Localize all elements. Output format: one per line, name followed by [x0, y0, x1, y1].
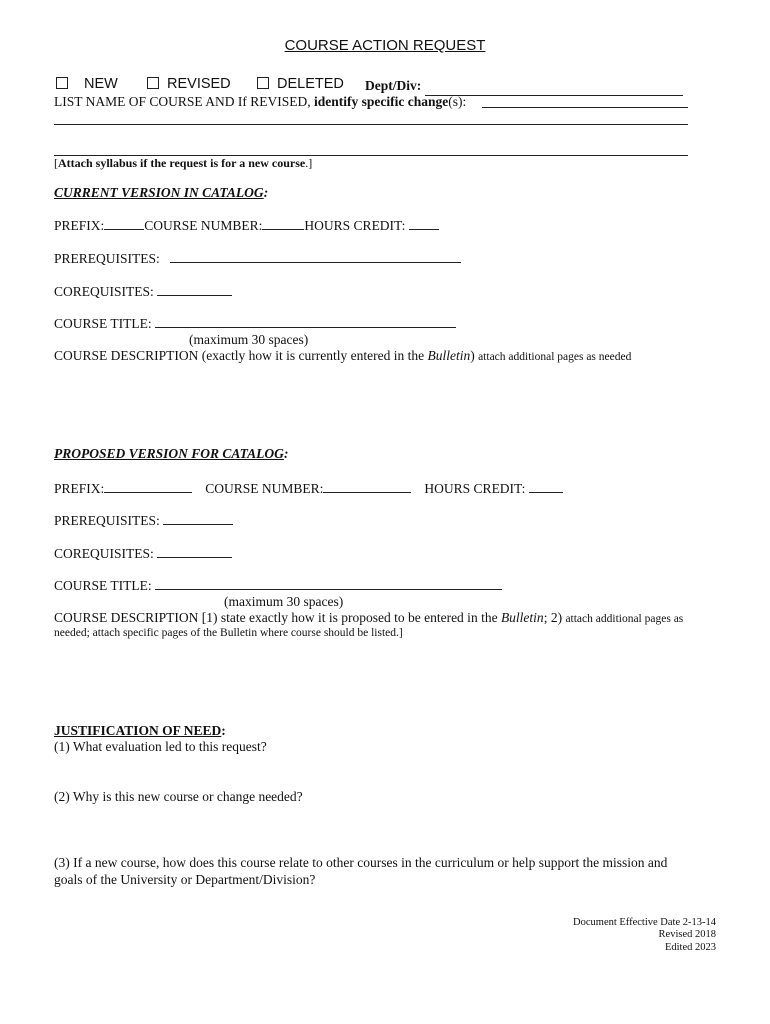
change-field[interactable] [482, 107, 688, 108]
attach-syllabus-note: [Attach syllabus if the request is for a new course.] [54, 156, 313, 170]
edited-date: Edited 2023 [664, 942, 716, 953]
proposed-prefix-label: PREFIX: [54, 481, 105, 496]
new-option[interactable] [56, 76, 118, 92]
revised-label: REVISED [167, 76, 231, 92]
current-prerequisites-field[interactable] [170, 250, 461, 263]
current-course-description-label: COURSE DESCRIPTION (exactly how it is currently entered in the Bulletin) attach additional pages as needed [54, 348, 632, 363]
proposed-hours-credit-label: HOURS CREDIT: [424, 481, 526, 496]
deleted-label: DELETED [277, 76, 344, 92]
current-prefix-label: PREFIX: [54, 218, 105, 233]
current-prerequisites-row [54, 250, 461, 267]
revised-checkbox[interactable] [147, 77, 159, 89]
proposed-prefix-row [54, 480, 563, 497]
proposed-corequisites-label: COREQUISITES: [54, 546, 154, 561]
proposed-max-spaces-note: (maximum 30 spaces) [224, 594, 344, 609]
proposed-course-number-field[interactable] [323, 480, 411, 493]
current-hours-credit-field[interactable] [409, 217, 439, 230]
current-corequisites-label: COREQUISITES: [54, 284, 154, 299]
proposed-course-description-label: COURSE DESCRIPTION [1) state exactly how it is proposed to be entered in the Bulletin; 2) attach additional pages as [54, 610, 684, 625]
proposed-course-number-label: COURSE NUMBER: [205, 481, 324, 496]
proposed-prefix-field[interactable] [104, 480, 192, 493]
justification-heading: JUSTIFICATION OF NEED: [54, 723, 226, 738]
new-checkbox[interactable] [56, 77, 68, 89]
current-prerequisites-label: PREREQUISITES: [54, 251, 160, 266]
proposed-hours-credit-field[interactable] [529, 480, 563, 493]
change-field-line-2[interactable] [54, 124, 688, 125]
proposed-course-title-field[interactable] [155, 577, 502, 590]
proposed-prerequisites-label: PREREQUISITES: [54, 513, 160, 528]
dept-div-label: Dept/Div: [365, 78, 422, 93]
current-course-number-field[interactable] [262, 217, 304, 230]
current-course-number-label: COURSE NUMBER: [144, 218, 263, 233]
request-type-row [56, 76, 118, 92]
revised-option[interactable] [147, 76, 231, 92]
deleted-option[interactable] [257, 76, 344, 92]
current-version-heading: CURRENT VERSION IN CATALOG: [54, 185, 269, 200]
justification-question-3: (3) If a new course, how does this course relate to other courses in the curriculum or help support the mission and [54, 855, 668, 870]
justification-question-2: (2) Why is this new course or change needed? [54, 789, 303, 804]
proposed-course-description-note: needed; attach specific pages of the Bulletin where course should be listed.] [54, 627, 403, 639]
current-corequisites-field[interactable] [157, 283, 232, 296]
revised-date: Revised 2018 [658, 929, 716, 940]
current-course-title-label: COURSE TITLE: [54, 316, 152, 331]
proposed-course-title-label: COURSE TITLE: [54, 578, 152, 593]
deleted-checkbox[interactable] [257, 77, 269, 89]
list-name-label: LIST NAME OF COURSE AND If REVISED, identify specific change(s): [54, 94, 467, 109]
proposed-corequisites-row [54, 545, 232, 562]
justification-question-1: (1) What evaluation led to this request? [54, 739, 267, 754]
page-title: COURSE ACTION REQUEST [284, 37, 486, 54]
current-course-title-field[interactable] [155, 315, 456, 328]
current-prefix-field[interactable] [104, 217, 144, 230]
current-max-spaces-note: (maximum 30 spaces) [189, 332, 309, 347]
current-corequisites-row [54, 283, 232, 300]
proposed-corequisites-field[interactable] [157, 545, 232, 558]
current-prefix-row [54, 217, 439, 234]
proposed-version-heading: PROPOSED VERSION FOR CATALOG: [54, 446, 289, 461]
current-hours-credit-label: HOURS CREDIT: [304, 218, 406, 233]
proposed-prerequisites-row [54, 512, 233, 529]
justification-question-3-continued: goals of the University or Department/Division? [54, 872, 316, 887]
proposed-course-title-row [54, 577, 502, 594]
current-course-title-row [54, 315, 456, 332]
proposed-prerequisites-field[interactable] [163, 512, 233, 525]
document-effective-date: Document Effective Date 2-13-14 [573, 917, 716, 928]
new-label: NEW [84, 76, 118, 92]
